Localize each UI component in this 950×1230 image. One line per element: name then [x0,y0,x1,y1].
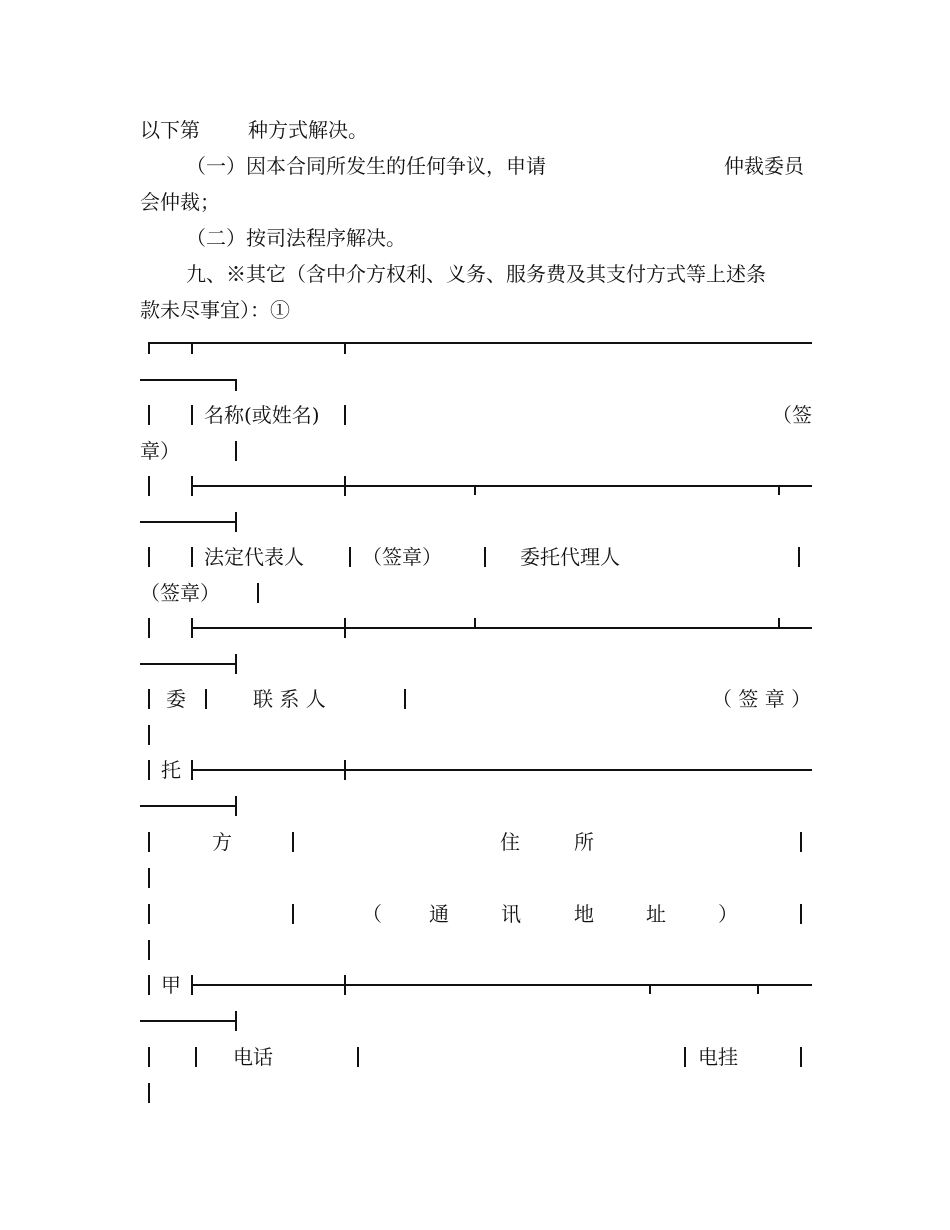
mailing-address-paren: ） [718,902,738,926]
para-1-start: 以下第 [140,118,200,142]
table-cell-border [148,975,150,995]
table-rule-wrap [140,663,236,665]
table-cell-border [195,1047,197,1067]
table-cell-border [148,940,150,960]
table-rule [191,485,812,487]
table-cell-border [292,904,294,924]
party-side-char: 甲 [161,973,181,997]
table-cell-border [357,1047,359,1067]
mailing-address-char: 地 [574,902,594,926]
table-rule-tick [757,984,759,994]
table-rule-tick [344,618,346,638]
table-rule-tick [235,796,237,816]
para-3: （二）按司法程序解决。 [186,226,406,250]
para-2-end: 仲裁委员 [724,154,804,178]
table-rule-tick [344,760,346,780]
signature-seal-label-wrap: 章） [140,439,180,463]
table-rule [191,984,812,986]
authorized-agent-label: 委托代理人 [520,545,620,569]
table-rule-tick [344,476,346,496]
table-cell-border [800,1047,802,1067]
table-cell-border [292,832,294,852]
name-label: 名称(或姓名) [204,403,320,427]
table-cell-border [148,405,150,425]
table-rule-tick [148,342,150,354]
legal-representative-label: 法定代表人 [204,545,304,569]
signature-seal-label: （签 [772,403,812,427]
table-cell-border [148,1047,150,1067]
table-cell-border [684,1047,686,1067]
para-2-wrap: 会仲裁； [140,190,220,214]
table-cell-border [798,547,800,567]
signature-seal-label: （ 签 章 ） [712,687,812,711]
table-cell-border [191,405,193,425]
table-rule [191,769,812,771]
table-cell-border [148,725,150,745]
para-4-line2: 款未尽事宜）：① [140,298,290,322]
table-rule-wrap [140,379,236,381]
table-cell-border [349,547,351,567]
table-cell-border [257,583,259,603]
table-cell-border [148,1083,150,1103]
table-cell-border [800,832,802,852]
table-cell-border [148,868,150,888]
table-rule-wrap [140,805,236,807]
phone-label: 电话 [233,1045,273,1069]
table-rule-tick [649,984,651,994]
table-cell-border [148,832,150,852]
mailing-address-paren: （ [362,902,382,926]
telegram-label: 电挂 [698,1045,738,1069]
table-cell-border [404,689,406,709]
table-cell-border [148,476,150,496]
party-side-char: 方 [212,830,232,854]
table-cell-border [148,618,150,638]
table-rule-tick [778,485,780,495]
table-cell-border [484,547,486,567]
table-rule [191,627,812,629]
table-cell-border [148,760,150,780]
signature-seal-label-wrap: （签章） [140,581,220,605]
table-rule-top [148,342,812,344]
para-2-start: （一）因本合同所发生的任何争议，申请 [186,154,546,178]
party-side-char: 托 [161,758,181,782]
table-rule-tick [778,618,780,628]
mailing-address-char: 址 [646,902,666,926]
para-4-line1: 九、※其它（含中介方权利、义务、服务费及其支付方式等上述条 [186,262,766,286]
table-rule-tick [235,512,237,532]
address-label-char: 所 [574,830,594,854]
table-rule-tick [235,1011,237,1031]
table-rule-tick [344,975,346,995]
mailing-address-char: 通 [429,902,449,926]
table-cell-border [148,689,150,709]
table-cell-border [344,405,346,425]
para-1-end: 种方式解决。 [248,118,368,142]
table-cell-border [191,547,193,567]
signature-seal-label: （签章） [362,545,442,569]
table-rule-tick [474,485,476,495]
table-rule-tick [235,654,237,674]
party-side-char: 委 [166,687,186,711]
table-rule-tick [191,342,193,354]
table-rule-wrap [140,521,236,523]
address-label-char: 住 [500,830,520,854]
table-cell-border [148,904,150,924]
table-rule-tick [474,618,476,628]
table-cell-border [800,904,802,924]
table-rule-tick [235,379,237,391]
table-cell-border [205,689,207,709]
table-cell-border [148,547,150,567]
mailing-address-char: 讯 [501,902,521,926]
table-rule-tick [344,342,346,354]
table-rule-wrap [140,1020,236,1022]
table-cell-border [235,441,237,461]
contact-person-label: 联 系 人 [253,687,326,711]
